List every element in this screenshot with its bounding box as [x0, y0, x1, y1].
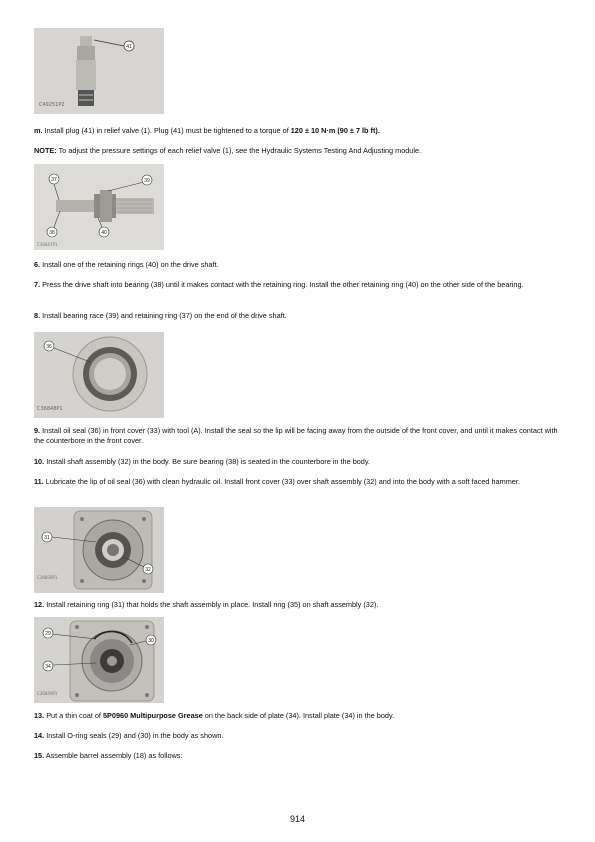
step-9 [34, 426, 562, 446]
figure-o-ring-seals [34, 617, 164, 703]
callout-label: 31 [44, 535, 50, 541]
figure-code: C36848P1 [37, 406, 63, 412]
step-text-cont: on the back side of plate (34). Install plate (34) in the body. [202, 711, 395, 720]
o-ring-seals-photo [34, 617, 164, 703]
step-m [34, 126, 562, 136]
step-number: 13. [34, 711, 45, 720]
step-number: 11. [34, 477, 44, 486]
figure-drive-shaft [34, 164, 164, 250]
step-number: m. [34, 126, 43, 135]
figure-code: C36847P1 [37, 242, 58, 247]
step-11 [34, 477, 562, 487]
step-text: Lubricate the lip of oil seal (36) with clean hydraulic oil. Install front cover (33) over shaft assembly (32) and into the body with a soft faced hammer. [45, 477, 520, 486]
step-13 [34, 711, 562, 721]
callout-label: 38 [49, 230, 55, 236]
step-number: 12. [34, 600, 45, 609]
figure-code: C36858P1 [37, 575, 58, 580]
figure-retaining-ring [34, 507, 164, 593]
callout-label: 34 [45, 664, 51, 670]
callout-label: 29 [45, 631, 51, 637]
grease-part-number: 5P0960 Multipurpose Grease [102, 711, 203, 720]
step-number: 15. [34, 751, 45, 760]
step-text: Install retaining ring (31) that holds the shaft assembly in place. Install ring (35) on shaft assembly (32). [46, 600, 379, 609]
step-text: Install one of the retaining rings (40) on the drive shaft. [42, 260, 219, 269]
step-number: 9. [34, 426, 41, 435]
step-14 [34, 731, 562, 741]
retaining-ring-photo [34, 507, 164, 593]
callout-label: 37 [51, 177, 57, 183]
step-12 [34, 600, 562, 610]
step-text: Put a thin coat of [46, 711, 103, 720]
step-number: 10. [34, 457, 45, 466]
step-6 [34, 260, 562, 270]
drive-shaft-photo [34, 164, 164, 250]
callout-label: 40 [101, 230, 107, 236]
step-number: 8. [34, 311, 41, 320]
page-number: 914 [289, 814, 306, 824]
step-15 [34, 751, 562, 761]
oil-seal-photo [34, 332, 164, 418]
relief-valve-photo [34, 28, 164, 114]
step-text: Install oil seal (36) in front cover (33) with tool (A). Install the seal so the lip will be facing away from the outside of the front cover, and until it makes contact with the counterbore in the front cover. [34, 426, 558, 445]
callout-label: 39 [144, 178, 150, 184]
figure-relief-valve-plug [34, 28, 164, 114]
figure-code: C49251P2 [39, 102, 65, 108]
step-text: Install shaft assembly (32) in the body. Be sure bearing (38) is seated in the counterbore in the body. [46, 457, 371, 466]
step-text: Install plug (41) in relief valve (1). Plug (41) must be tightened to a torque of [44, 126, 291, 135]
step-number: 6. [34, 260, 41, 269]
note-text: To adjust the pressure settings of each relief valve (1), see the Hydraulic Systems Testing And Adjusting module. [58, 146, 422, 155]
callout-label: 32 [145, 567, 151, 573]
step-text: Press the drive shaft into bearing (38) until it makes contact with the retaining ring. Install the other retaining ring (40) on the other side of the bearing. [42, 280, 524, 289]
step-7 [34, 280, 562, 290]
step-8 [34, 311, 562, 321]
note-label: NOTE: [34, 146, 57, 155]
figure-oil-seal [34, 332, 164, 418]
step-text: Install bearing race (39) and retaining ring (37) on the end of the drive shaft. [42, 311, 287, 320]
callout-label: 41 [126, 44, 132, 50]
callout-label: 30 [148, 638, 154, 644]
callout-label: 36 [46, 344, 52, 350]
note [34, 146, 562, 156]
step-10 [34, 457, 562, 467]
step-text: Assemble barrel assembly (18) as follows: [45, 751, 183, 760]
figure-code: C36849P1 [37, 691, 58, 696]
torque-value: 120 ± 10 N·m (90 ± 7 lb ft). [290, 126, 380, 135]
step-number: 7. [34, 280, 41, 289]
step-number: 14. [34, 731, 45, 740]
step-text: Install O-ring seals (29) and (30) in the body as shown. [46, 731, 224, 740]
